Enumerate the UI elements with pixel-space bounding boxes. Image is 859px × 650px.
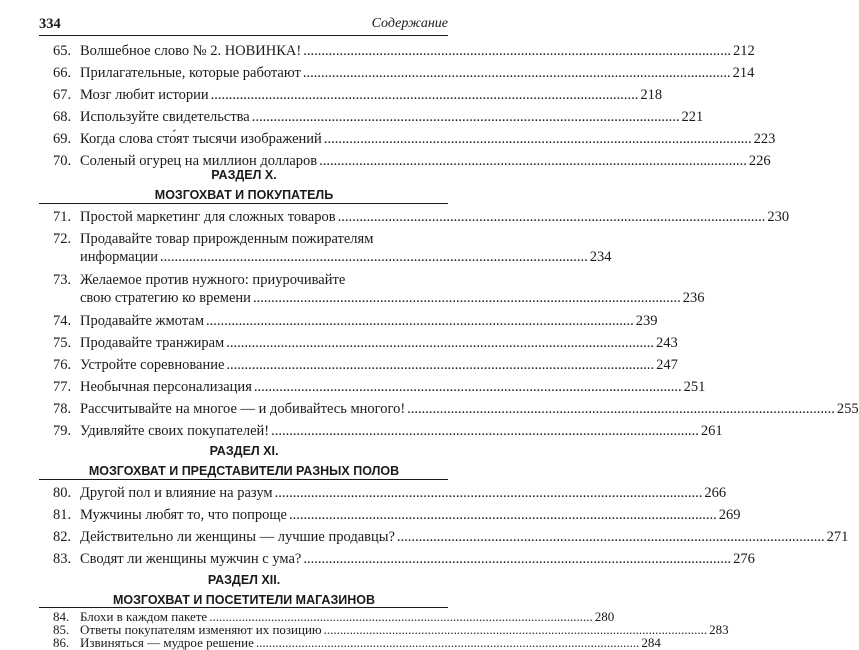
entry-number: 84. xyxy=(53,609,70,624)
entry-page: 251 xyxy=(683,379,706,395)
entry-page: 214 xyxy=(732,65,755,81)
entry-title: Соленый огурец на миллион долларов xyxy=(80,153,318,169)
entry-page: 230 xyxy=(767,209,790,225)
entry-title: Устройте соревнование xyxy=(80,357,225,373)
section-divider xyxy=(39,203,448,204)
leader-dots: ...................................................................................................................... xyxy=(337,209,766,225)
entry-number: 77. xyxy=(53,379,72,395)
entry-page: 243 xyxy=(655,335,678,351)
entry-number: 73. xyxy=(53,272,72,288)
entry-number: 66. xyxy=(53,65,72,81)
section-number: РАЗДЕЛ XII. xyxy=(207,573,281,587)
entry-title: Другой пол и влияние на разум xyxy=(80,485,273,501)
entry-page: 261 xyxy=(700,423,723,439)
entry-title: Когда слова сто́ят тысячи изображений xyxy=(80,131,322,147)
entry-number: 67. xyxy=(53,87,72,103)
entry-page: 247 xyxy=(656,357,678,373)
entry-page: 269 xyxy=(718,507,741,523)
leader-dots: ...................................................................................................................... xyxy=(160,249,588,265)
entry-page: 234 xyxy=(589,249,612,265)
entry-number: 69. xyxy=(53,131,72,147)
entry-title: Сводят ли женщины мужчин с ума? xyxy=(80,551,302,567)
entry-title: Используйте свидетельства xyxy=(80,109,250,125)
entry-number: 85. xyxy=(53,622,70,637)
entry-title-line1: Желаемое против нужного: приурочивайте xyxy=(80,272,346,288)
section-number: РАЗДЕЛ X. xyxy=(211,168,277,182)
entry-title: Простой маркетинг для сложных товаров xyxy=(80,209,336,225)
section-heading xyxy=(0,168,488,202)
leader-dots: ...................................................................................................................... xyxy=(303,551,732,567)
entry-page: 280 xyxy=(594,609,615,624)
entry-page: 284 xyxy=(641,635,661,650)
entry-number: 71. xyxy=(53,209,72,225)
section-title: МОЗГОХВАТ И ПОСЕТИТЕЛИ МАГАЗИНОВ xyxy=(112,593,376,607)
entry-page: 236 xyxy=(682,290,705,306)
leader-dots: ...................................................................................................................... xyxy=(288,507,717,523)
entry-number: 78. xyxy=(53,401,72,417)
entry-title: Действительно ли женщины — лучшие продавцы? xyxy=(80,529,395,545)
leader-dots: ...................................................................................................................... xyxy=(323,622,708,637)
leader-dots: ...................................................................................................................... xyxy=(319,153,747,169)
page-number: 334 xyxy=(39,16,61,32)
entry-page: 223 xyxy=(753,131,776,147)
entry-title: Продавайте транжирам xyxy=(80,335,225,351)
entry-page: 266 xyxy=(704,485,727,501)
entry-page: 221 xyxy=(681,109,704,125)
leader-dots: ...................................................................................................................... xyxy=(206,313,634,329)
leader-dots: ...................................................................................................................... xyxy=(210,87,639,103)
leader-dots: ...................................................................................................................... xyxy=(302,65,731,81)
entry-number: 75. xyxy=(53,335,72,351)
entry-title: Ответы покупателям изменяют их позицию xyxy=(80,622,322,637)
section-number: РАЗДЕЛ XI. xyxy=(209,444,279,458)
entry-title: Блохи в каждом пакете xyxy=(80,609,208,624)
entry-title: Рассчитывайте на многое — и добивайтесь многого! xyxy=(80,401,406,417)
entry-page: 226 xyxy=(748,153,771,169)
section-title: МОЗГОХВАТ И ПОКУПАТЕЛЬ xyxy=(154,188,334,202)
entry-title: Мозг любит истории xyxy=(80,87,209,103)
leader-dots: ...................................................................................................................... xyxy=(303,43,731,59)
leader-dots: ...................................................................................................................... xyxy=(253,379,682,395)
entry-title: Продавайте жмотам xyxy=(80,313,204,329)
section-divider xyxy=(39,479,448,480)
section-title: МОЗГОХВАТ И ПРЕДСТАВИТЕЛИ РАЗНЫХ ПОЛОВ xyxy=(88,464,400,478)
entry-title: Необычная персонализация xyxy=(80,379,252,395)
leader-dots: ...................................................................................................................... xyxy=(396,529,825,545)
leader-dots: ...................................................................................................................... xyxy=(252,290,681,306)
entry-page: 255 xyxy=(836,401,859,417)
entry-number: 80. xyxy=(53,485,72,501)
entry-title: свою стратегию ко времени xyxy=(80,290,251,306)
section-heading xyxy=(0,573,488,607)
entry-title: Волшебное слово № 2. НОВИНКА! xyxy=(80,43,302,59)
entry-number: 82. xyxy=(53,529,72,545)
entry-title: информации xyxy=(80,249,158,265)
entry-page: 218 xyxy=(640,87,663,103)
entry-number: 79. xyxy=(53,423,72,439)
entry-number: 72. xyxy=(53,231,72,247)
leader-dots: ...................................................................................................................... xyxy=(226,357,655,373)
leader-dots: ...................................................................................................................... xyxy=(255,635,640,650)
entry-number: 65. xyxy=(53,43,72,59)
leader-dots: ...................................................................................................................... xyxy=(323,131,752,147)
entry-number: 68. xyxy=(53,109,72,125)
entry-title-line1: Продавайте товар прирожденным пожирателям xyxy=(80,231,374,247)
entry-number: 76. xyxy=(53,357,72,373)
entry-number: 74. xyxy=(53,313,72,329)
leader-dots: ...................................................................................................................... xyxy=(274,485,703,501)
page-header xyxy=(39,13,448,36)
entry-title: Удивляйте своих покупателей! xyxy=(80,423,270,439)
entry-title: Мужчины любят то, что попроще xyxy=(80,507,287,523)
entry-number: 83. xyxy=(53,551,72,567)
leader-dots: ...................................................................................................................... xyxy=(209,609,593,624)
entry-page: 276 xyxy=(733,551,755,567)
entry-title: Извиняться — мудрое решение xyxy=(80,635,254,650)
running-title: Содержание xyxy=(371,16,448,31)
leader-dots: ...................................................................................................................... xyxy=(226,335,654,351)
entry-number: 70. xyxy=(53,153,72,169)
entry-title: Прилагательные, которые работают xyxy=(80,65,301,81)
entry-page: 212 xyxy=(732,43,755,59)
entry-number: 86. xyxy=(53,635,70,650)
entry-number: 81. xyxy=(53,507,72,523)
entry-page: 271 xyxy=(826,529,849,545)
leader-dots: ...................................................................................................................... xyxy=(251,109,680,125)
section-heading xyxy=(0,444,488,478)
leader-dots: ...................................................................................................................... xyxy=(271,423,699,439)
entry-page: 283 xyxy=(709,622,729,637)
leader-dots: ...................................................................................................................... xyxy=(407,401,835,417)
entry-page: 239 xyxy=(635,313,658,329)
section-divider xyxy=(39,607,448,608)
